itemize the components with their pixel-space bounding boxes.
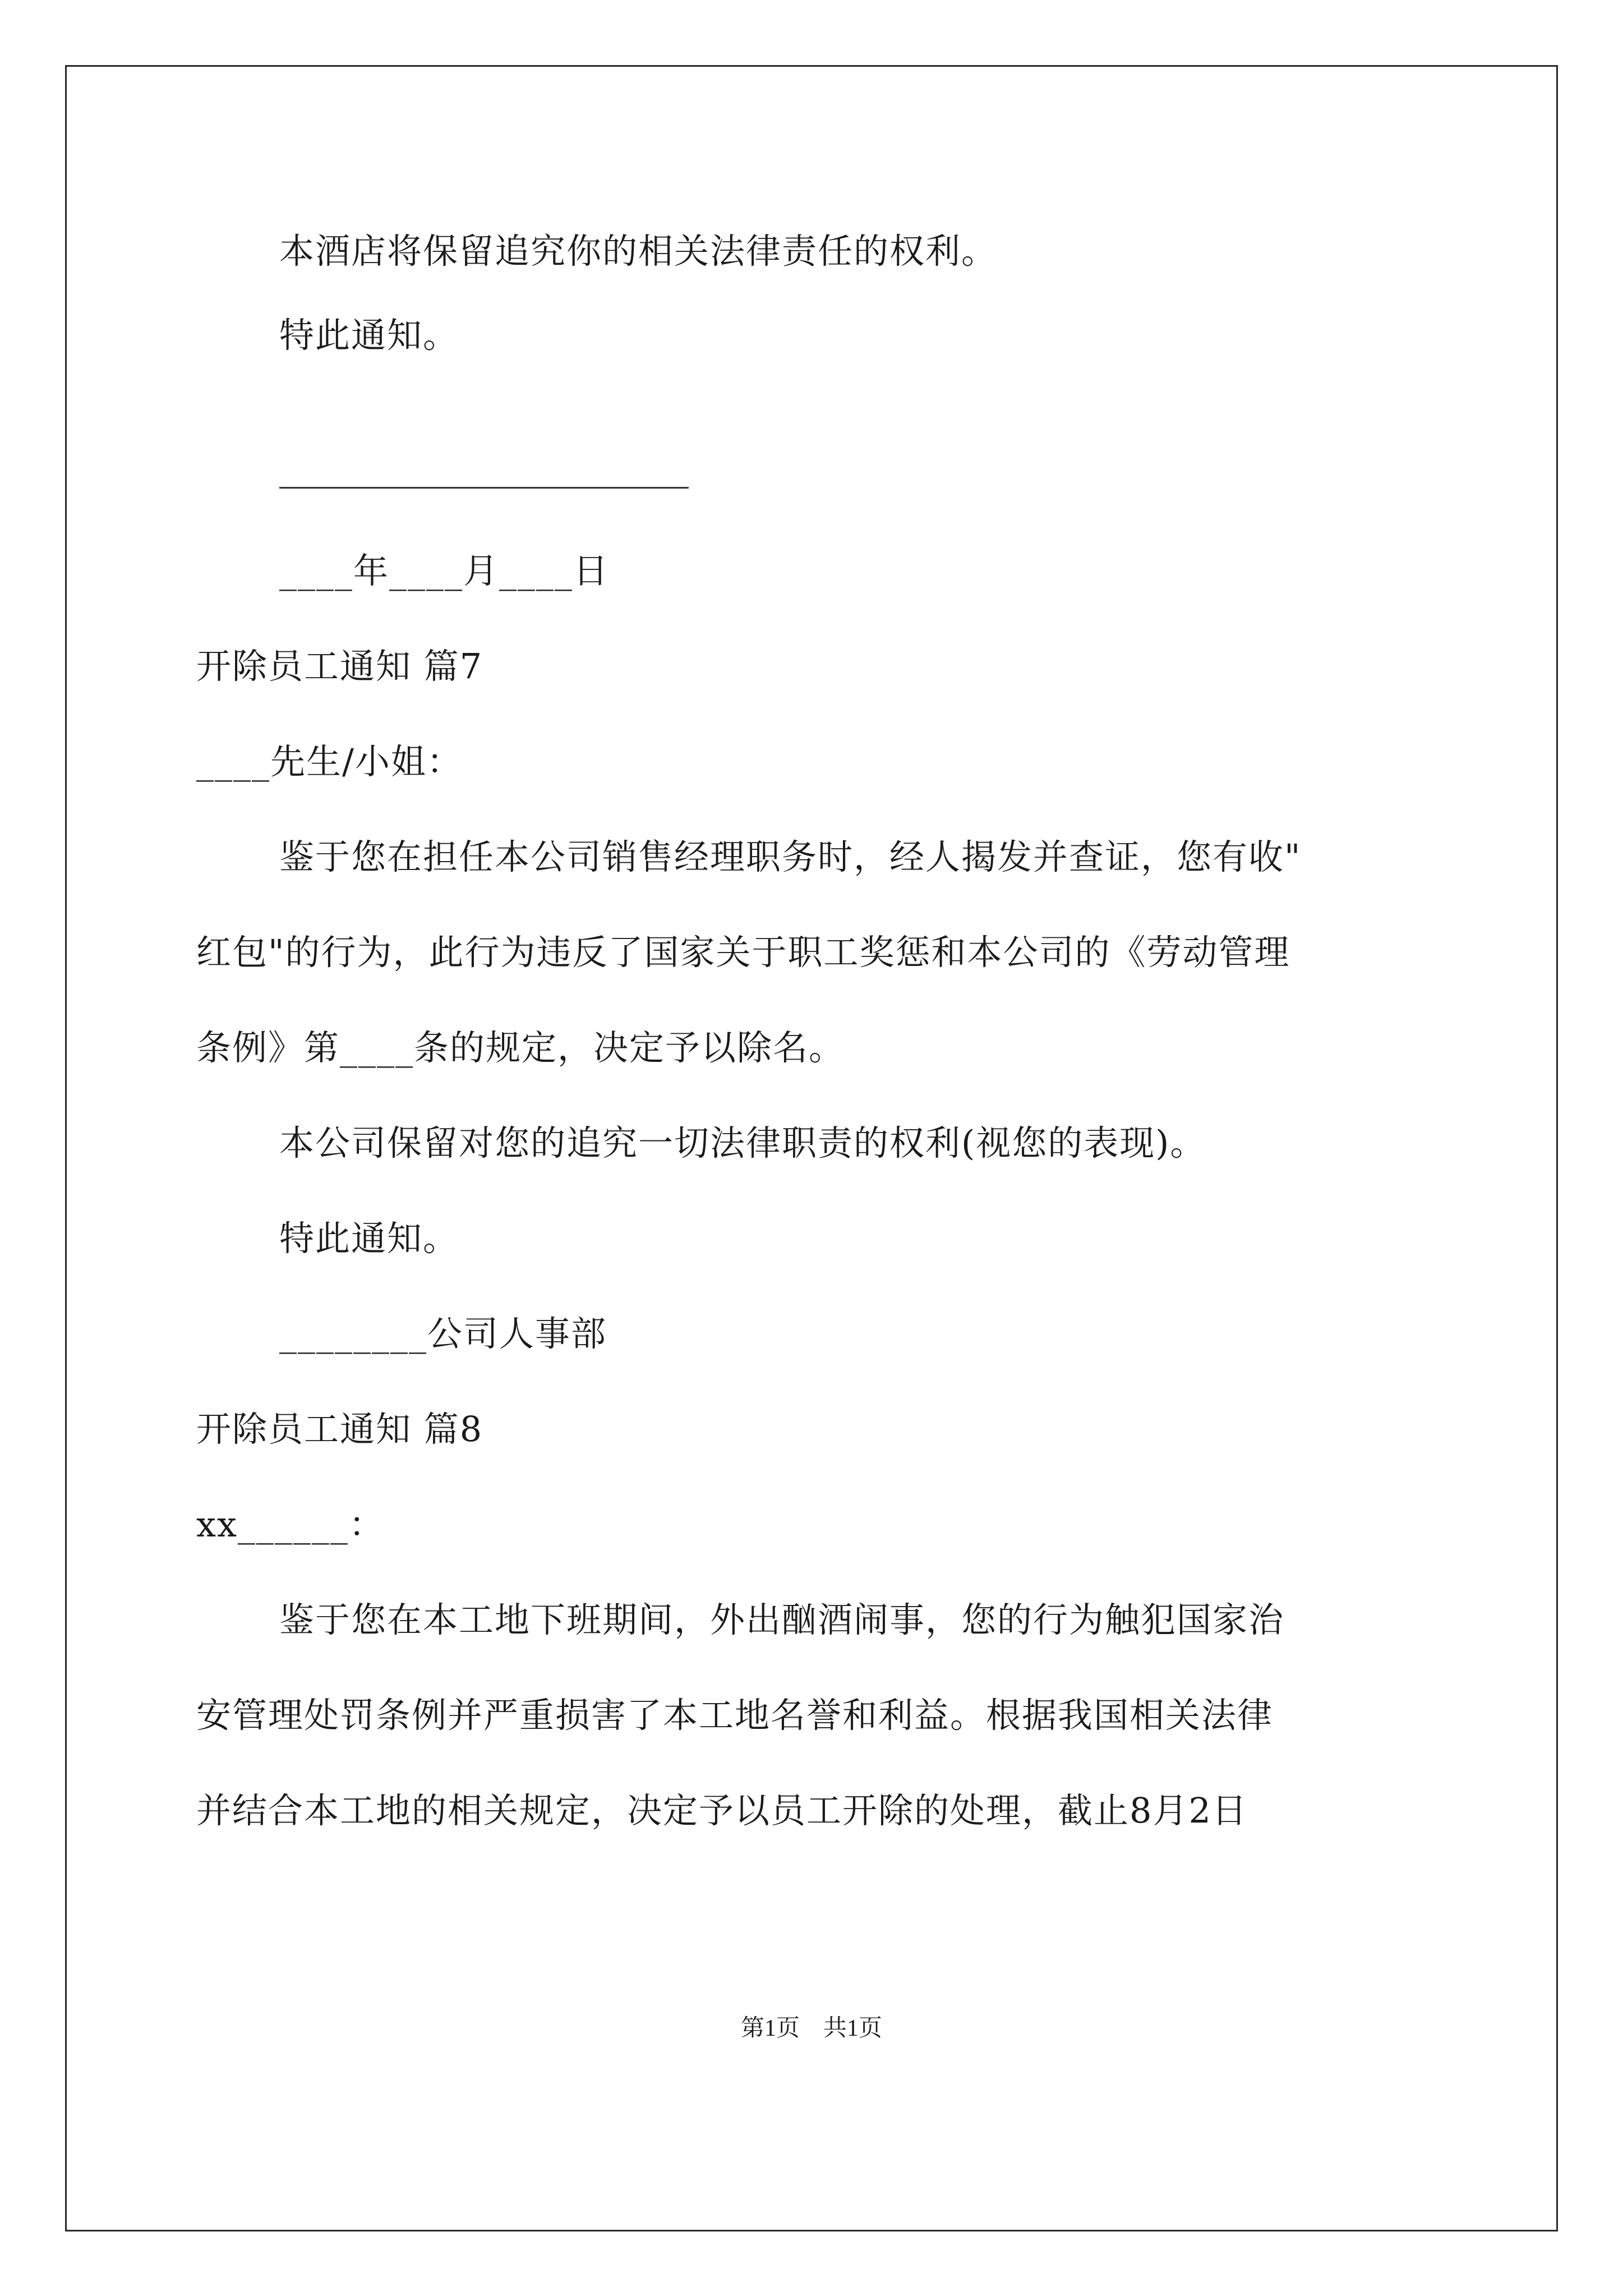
body-line-8-2: 安管理处罚条例并严重损害了本工地名誉和利益。根据我国相关法律: [196, 1695, 1274, 1736]
body-line-7-2: 红包"的行为，此行为违反了国家关于职工奖惩和本公司的《劳动管理: [196, 932, 1290, 973]
paragraph-notice-closing-7: 特此通知。: [279, 1218, 459, 1259]
body-line-8-3: 并结合本工地的相关规定，决定予以员工开除的处理，截止8月2日: [196, 1790, 1248, 1831]
date-line: ____年____月____日: [279, 550, 610, 591]
salutation-8: xx______：: [196, 1504, 385, 1545]
section-heading-8: 开除员工通知 篇8: [196, 1409, 483, 1450]
page-footer: 第1页 共1页: [740, 2016, 882, 2041]
section-heading-7: 开除员工通知 篇7: [196, 646, 483, 687]
body-line-7-1: 鉴于您在担任本公司销售经理职务时，经人揭发并查证，您有收": [279, 836, 1302, 877]
body-line-8-1: 鉴于您在本工地下班期间，外出酗酒闹事，您的行为触犯国家治: [279, 1599, 1285, 1640]
signature-line: [279, 487, 689, 489]
salutation-7: ____先生/小姐：: [196, 741, 463, 782]
paragraph-notice-closing: 特此通知。: [279, 315, 459, 356]
signature-hr-dept: ________公司人事部: [279, 1313, 607, 1354]
paragraph-legal-rights: 本酒店将保留追究你的相关法律责任的权利。: [279, 231, 998, 272]
paragraph-reservation-7: 本公司保留对您的追究一切法律职责的权利(视您的表现)。: [279, 1122, 1206, 1163]
body-line-7-3: 条例》第____条的规定，决定予以除名。: [196, 1027, 845, 1068]
